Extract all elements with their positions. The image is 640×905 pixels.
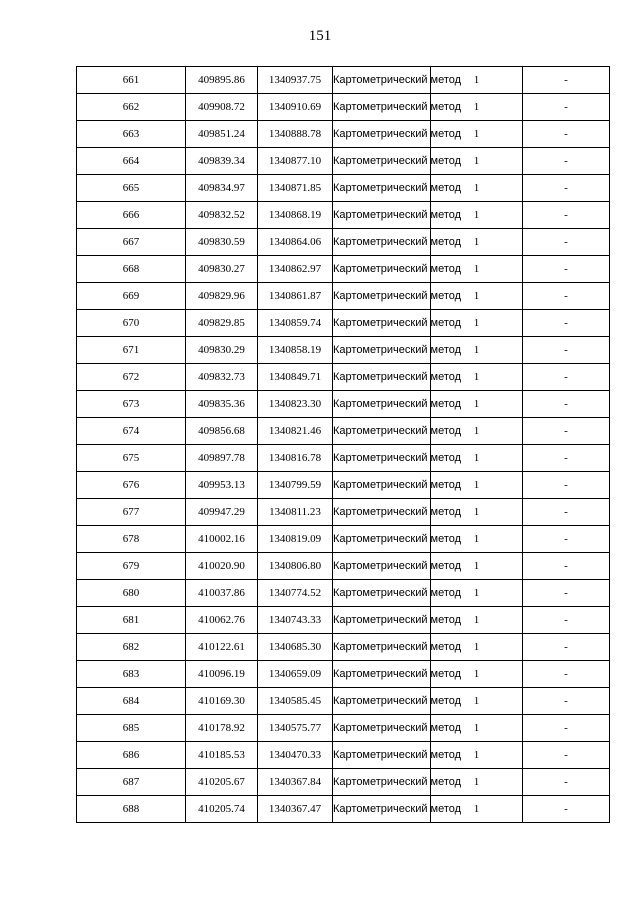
x-coordinate-cell: 410169.30 bbox=[186, 688, 258, 715]
note-cell: - bbox=[523, 256, 610, 283]
note-cell: - bbox=[523, 418, 610, 445]
note-cell: - bbox=[523, 661, 610, 688]
y-coordinate-cell: 1340819.09 bbox=[258, 526, 333, 553]
accuracy-cell: 1 bbox=[431, 661, 523, 688]
table-row bbox=[77, 742, 610, 769]
accuracy-cell: 1 bbox=[431, 364, 523, 391]
accuracy-cell: 1 bbox=[431, 526, 523, 553]
point-number-cell: 673 bbox=[77, 391, 186, 418]
table-row bbox=[77, 148, 610, 175]
point-number-cell: 686 bbox=[77, 742, 186, 769]
point-number-cell: 680 bbox=[77, 580, 186, 607]
x-coordinate-cell: 409835.36 bbox=[186, 391, 258, 418]
point-number-cell: 683 bbox=[77, 661, 186, 688]
x-coordinate-cell: 409829.85 bbox=[186, 310, 258, 337]
accuracy-cell: 1 bbox=[431, 499, 523, 526]
x-coordinate-cell: 409856.68 bbox=[186, 418, 258, 445]
note-cell: - bbox=[523, 634, 610, 661]
accuracy-cell: 1 bbox=[431, 229, 523, 256]
accuracy-cell: 1 bbox=[431, 283, 523, 310]
note-cell: - bbox=[523, 526, 610, 553]
point-number-cell: 662 bbox=[77, 94, 186, 121]
point-number-cell: 676 bbox=[77, 472, 186, 499]
point-number-cell: 661 bbox=[77, 67, 186, 94]
table-row bbox=[77, 310, 610, 337]
y-coordinate-cell: 1340862.97 bbox=[258, 256, 333, 283]
x-coordinate-cell: 409834.97 bbox=[186, 175, 258, 202]
point-number-cell: 684 bbox=[77, 688, 186, 715]
method-cell: Картометрический метод bbox=[333, 553, 431, 580]
method-cell: Картометрический метод bbox=[333, 661, 431, 688]
y-coordinate-cell: 1340743.33 bbox=[258, 607, 333, 634]
accuracy-cell: 1 bbox=[431, 607, 523, 634]
y-coordinate-cell: 1340849.71 bbox=[258, 364, 333, 391]
point-number-cell: 667 bbox=[77, 229, 186, 256]
x-coordinate-cell: 409895.86 bbox=[186, 67, 258, 94]
point-number-cell: 688 bbox=[77, 796, 186, 823]
point-number-cell: 663 bbox=[77, 121, 186, 148]
method-cell: Картометрический метод bbox=[333, 175, 431, 202]
point-number-cell: 675 bbox=[77, 445, 186, 472]
point-number-cell: 666 bbox=[77, 202, 186, 229]
method-cell: Картометрический метод bbox=[333, 256, 431, 283]
table-row bbox=[77, 283, 610, 310]
table-row bbox=[77, 67, 610, 94]
table-row bbox=[77, 580, 610, 607]
point-number-cell: 670 bbox=[77, 310, 186, 337]
x-coordinate-cell: 409830.59 bbox=[186, 229, 258, 256]
y-coordinate-cell: 1340774.52 bbox=[258, 580, 333, 607]
y-coordinate-cell: 1340799.59 bbox=[258, 472, 333, 499]
note-cell: - bbox=[523, 148, 610, 175]
point-number-cell: 677 bbox=[77, 499, 186, 526]
accuracy-cell: 1 bbox=[431, 634, 523, 661]
x-coordinate-cell: 409830.27 bbox=[186, 256, 258, 283]
table-row bbox=[77, 175, 610, 202]
accuracy-cell: 1 bbox=[431, 472, 523, 499]
note-cell: - bbox=[523, 94, 610, 121]
y-coordinate-cell: 1340575.77 bbox=[258, 715, 333, 742]
x-coordinate-cell: 410185.53 bbox=[186, 742, 258, 769]
note-cell: - bbox=[523, 364, 610, 391]
method-cell: Картометрический метод bbox=[333, 364, 431, 391]
method-cell: Картометрический метод bbox=[333, 580, 431, 607]
table-row bbox=[77, 499, 610, 526]
coordinates-table bbox=[76, 66, 610, 823]
y-coordinate-cell: 1340816.78 bbox=[258, 445, 333, 472]
method-cell: Картометрический метод bbox=[333, 688, 431, 715]
x-coordinate-cell: 410096.19 bbox=[186, 661, 258, 688]
note-cell: - bbox=[523, 472, 610, 499]
point-number-cell: 674 bbox=[77, 418, 186, 445]
table-row bbox=[77, 634, 610, 661]
y-coordinate-cell: 1340864.06 bbox=[258, 229, 333, 256]
accuracy-cell: 1 bbox=[431, 256, 523, 283]
table-row bbox=[77, 715, 610, 742]
note-cell: - bbox=[523, 553, 610, 580]
x-coordinate-cell: 409851.24 bbox=[186, 121, 258, 148]
method-cell: Картометрический метод bbox=[333, 742, 431, 769]
y-coordinate-cell: 1340470.33 bbox=[258, 742, 333, 769]
note-cell: - bbox=[523, 742, 610, 769]
x-coordinate-cell: 409830.29 bbox=[186, 337, 258, 364]
point-number-cell: 672 bbox=[77, 364, 186, 391]
y-coordinate-cell: 1340585.45 bbox=[258, 688, 333, 715]
note-cell: - bbox=[523, 715, 610, 742]
accuracy-cell: 1 bbox=[431, 580, 523, 607]
table-row bbox=[77, 445, 610, 472]
accuracy-cell: 1 bbox=[431, 337, 523, 364]
x-coordinate-cell: 410122.61 bbox=[186, 634, 258, 661]
x-coordinate-cell: 409953.13 bbox=[186, 472, 258, 499]
note-cell: - bbox=[523, 202, 610, 229]
x-coordinate-cell: 410002.16 bbox=[186, 526, 258, 553]
y-coordinate-cell: 1340871.85 bbox=[258, 175, 333, 202]
x-coordinate-cell: 409947.29 bbox=[186, 499, 258, 526]
point-number-cell: 679 bbox=[77, 553, 186, 580]
x-coordinate-cell: 410037.86 bbox=[186, 580, 258, 607]
point-number-cell: 669 bbox=[77, 283, 186, 310]
accuracy-cell: 1 bbox=[431, 391, 523, 418]
note-cell: - bbox=[523, 499, 610, 526]
accuracy-cell: 1 bbox=[431, 121, 523, 148]
point-number-cell: 681 bbox=[77, 607, 186, 634]
accuracy-cell: 1 bbox=[431, 796, 523, 823]
method-cell: Картометрический метод bbox=[333, 337, 431, 364]
x-coordinate-cell: 409832.52 bbox=[186, 202, 258, 229]
method-cell: Картометрический метод bbox=[333, 121, 431, 148]
y-coordinate-cell: 1340659.09 bbox=[258, 661, 333, 688]
table-row bbox=[77, 607, 610, 634]
note-cell: - bbox=[523, 121, 610, 148]
x-coordinate-cell: 409829.96 bbox=[186, 283, 258, 310]
y-coordinate-cell: 1340806.80 bbox=[258, 553, 333, 580]
method-cell: Картометрический метод bbox=[333, 310, 431, 337]
table-row bbox=[77, 526, 610, 553]
y-coordinate-cell: 1340367.84 bbox=[258, 769, 333, 796]
y-coordinate-cell: 1340823.30 bbox=[258, 391, 333, 418]
accuracy-cell: 1 bbox=[431, 418, 523, 445]
point-number-cell: 665 bbox=[77, 175, 186, 202]
accuracy-cell: 1 bbox=[431, 769, 523, 796]
table-row bbox=[77, 796, 610, 823]
point-number-cell: 687 bbox=[77, 769, 186, 796]
point-number-cell: 682 bbox=[77, 634, 186, 661]
accuracy-cell: 1 bbox=[431, 553, 523, 580]
x-coordinate-cell: 410205.67 bbox=[186, 769, 258, 796]
table-row bbox=[77, 769, 610, 796]
x-coordinate-cell: 410062.76 bbox=[186, 607, 258, 634]
method-cell: Картометрический метод bbox=[333, 715, 431, 742]
coordinates-table-body bbox=[77, 67, 610, 823]
y-coordinate-cell: 1340937.75 bbox=[258, 67, 333, 94]
x-coordinate-cell: 409908.72 bbox=[186, 94, 258, 121]
point-number-cell: 671 bbox=[77, 337, 186, 364]
point-number-cell: 668 bbox=[77, 256, 186, 283]
note-cell: - bbox=[523, 310, 610, 337]
table-row bbox=[77, 661, 610, 688]
y-coordinate-cell: 1340367.47 bbox=[258, 796, 333, 823]
note-cell: - bbox=[523, 229, 610, 256]
method-cell: Картометрический метод bbox=[333, 202, 431, 229]
method-cell: Картометрический метод bbox=[333, 634, 431, 661]
method-cell: Картометрический метод bbox=[333, 607, 431, 634]
table-row bbox=[77, 202, 610, 229]
table-row bbox=[77, 256, 610, 283]
y-coordinate-cell: 1340868.19 bbox=[258, 202, 333, 229]
x-coordinate-cell: 409897.78 bbox=[186, 445, 258, 472]
method-cell: Картометрический метод bbox=[333, 94, 431, 121]
x-coordinate-cell: 409832.73 bbox=[186, 364, 258, 391]
note-cell: - bbox=[523, 391, 610, 418]
table-row bbox=[77, 391, 610, 418]
x-coordinate-cell: 410205.74 bbox=[186, 796, 258, 823]
x-coordinate-cell: 410178.92 bbox=[186, 715, 258, 742]
accuracy-cell: 1 bbox=[431, 715, 523, 742]
point-number-cell: 664 bbox=[77, 148, 186, 175]
y-coordinate-cell: 1340877.10 bbox=[258, 148, 333, 175]
table-row bbox=[77, 418, 610, 445]
table-row bbox=[77, 229, 610, 256]
table-row bbox=[77, 553, 610, 580]
accuracy-cell: 1 bbox=[431, 688, 523, 715]
method-cell: Картометрический метод bbox=[333, 418, 431, 445]
note-cell: - bbox=[523, 283, 610, 310]
method-cell: Картометрический метод bbox=[333, 769, 431, 796]
method-cell: Картометрический метод bbox=[333, 526, 431, 553]
method-cell: Картометрический метод bbox=[333, 391, 431, 418]
table-row bbox=[77, 688, 610, 715]
note-cell: - bbox=[523, 607, 610, 634]
table-row bbox=[77, 364, 610, 391]
y-coordinate-cell: 1340811.23 bbox=[258, 499, 333, 526]
y-coordinate-cell: 1340910.69 bbox=[258, 94, 333, 121]
note-cell: - bbox=[523, 337, 610, 364]
note-cell: - bbox=[523, 445, 610, 472]
point-number-cell: 685 bbox=[77, 715, 186, 742]
table-row bbox=[77, 94, 610, 121]
method-cell: Картометрический метод bbox=[333, 796, 431, 823]
accuracy-cell: 1 bbox=[431, 310, 523, 337]
accuracy-cell: 1 bbox=[431, 445, 523, 472]
method-cell: Картометрический метод bbox=[333, 148, 431, 175]
y-coordinate-cell: 1340861.87 bbox=[258, 283, 333, 310]
method-cell: Картометрический метод bbox=[333, 229, 431, 256]
table-row bbox=[77, 472, 610, 499]
method-cell: Картометрический метод bbox=[333, 283, 431, 310]
accuracy-cell: 1 bbox=[431, 202, 523, 229]
y-coordinate-cell: 1340859.74 bbox=[258, 310, 333, 337]
page-number: 151 bbox=[308, 28, 332, 44]
table-row bbox=[77, 337, 610, 364]
accuracy-cell: 1 bbox=[431, 67, 523, 94]
note-cell: - bbox=[523, 688, 610, 715]
method-cell: Картометрический метод bbox=[333, 445, 431, 472]
y-coordinate-cell: 1340685.30 bbox=[258, 634, 333, 661]
method-cell: Картометрический метод bbox=[333, 499, 431, 526]
point-number-cell: 678 bbox=[77, 526, 186, 553]
accuracy-cell: 1 bbox=[431, 94, 523, 121]
accuracy-cell: 1 bbox=[431, 148, 523, 175]
note-cell: - bbox=[523, 175, 610, 202]
x-coordinate-cell: 409839.34 bbox=[186, 148, 258, 175]
accuracy-cell: 1 bbox=[431, 742, 523, 769]
note-cell: - bbox=[523, 67, 610, 94]
method-cell: Картометрический метод bbox=[333, 472, 431, 499]
accuracy-cell: 1 bbox=[431, 175, 523, 202]
note-cell: - bbox=[523, 769, 610, 796]
y-coordinate-cell: 1340858.19 bbox=[258, 337, 333, 364]
y-coordinate-cell: 1340888.78 bbox=[258, 121, 333, 148]
x-coordinate-cell: 410020.90 bbox=[186, 553, 258, 580]
y-coordinate-cell: 1340821.46 bbox=[258, 418, 333, 445]
table-row bbox=[77, 121, 610, 148]
note-cell: - bbox=[523, 580, 610, 607]
method-cell: Картометрический метод bbox=[333, 67, 431, 94]
note-cell: - bbox=[523, 796, 610, 823]
